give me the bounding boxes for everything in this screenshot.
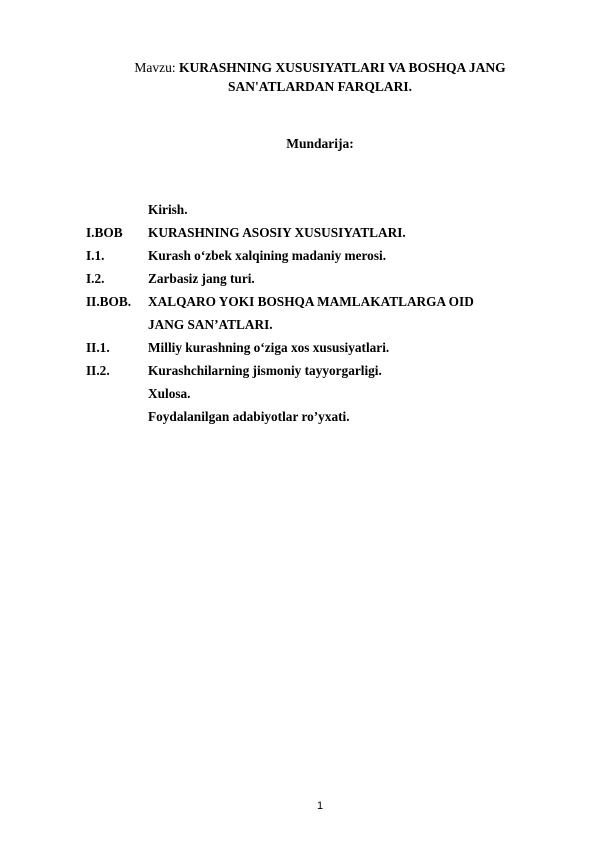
title-line-2: SAN'ATLARDAN FARQLARI.	[227, 79, 412, 94]
toc-entry	[86, 361, 526, 384]
toc-entry	[86, 384, 526, 407]
toc-entry-text: Kurash o‘zbek xalqining madaniy merosi.	[148, 248, 387, 263]
toc-entry	[86, 223, 526, 246]
toc-entry-number: I.BOB	[86, 225, 123, 240]
toc-entry-text: Zarbasiz jang turi.	[148, 271, 255, 286]
toc-entry-text: Foydalanilgan adabiyotlar ro’yxati.	[148, 409, 350, 424]
toc-entry	[86, 315, 526, 338]
toc-entry-number: I.1.	[86, 248, 105, 263]
title-main-line-1: KURASHNING XUSUSIYATLARI VA BOSHQA JANG	[179, 60, 506, 75]
toc-entry-text: Kirish.	[148, 202, 188, 217]
toc-heading: Mundarija:	[286, 136, 354, 151]
toc-entry	[86, 269, 526, 292]
toc-entry-text: JANG SAN’ATLARI.	[148, 317, 273, 332]
toc-entry-text: KURASHNING ASOSIY XUSUSIYATLARI.	[148, 225, 406, 240]
title-line-1	[80, 58, 560, 77]
toc-entry-text: Xulosa.	[148, 386, 191, 401]
toc-entry	[86, 407, 526, 430]
toc-entry-number: I.2.	[86, 271, 105, 286]
toc-entry	[86, 246, 526, 269]
table-of-contents	[86, 200, 526, 430]
page-number: 1	[316, 800, 324, 812]
toc-entry	[86, 338, 526, 361]
document-title	[80, 58, 560, 96]
toc-entry	[86, 200, 526, 223]
toc-entry	[86, 292, 526, 315]
toc-entry-text: Milliy kurashning o‘ziga xos xususiyatlari.	[148, 340, 390, 355]
toc-entry-number: II.BOB.	[86, 294, 132, 309]
toc-entry-text: XALQARO YOKI BOSHQA MAMLAKATLARGA OID	[148, 294, 474, 309]
toc-entry-number: II.1.	[86, 340, 110, 355]
title-prefix: Mavzu:	[134, 60, 180, 75]
toc-entry-text: Kurashchilarning jismoniy tayyorgarligi.	[148, 363, 382, 378]
toc-entry-number: II.2.	[86, 363, 110, 378]
